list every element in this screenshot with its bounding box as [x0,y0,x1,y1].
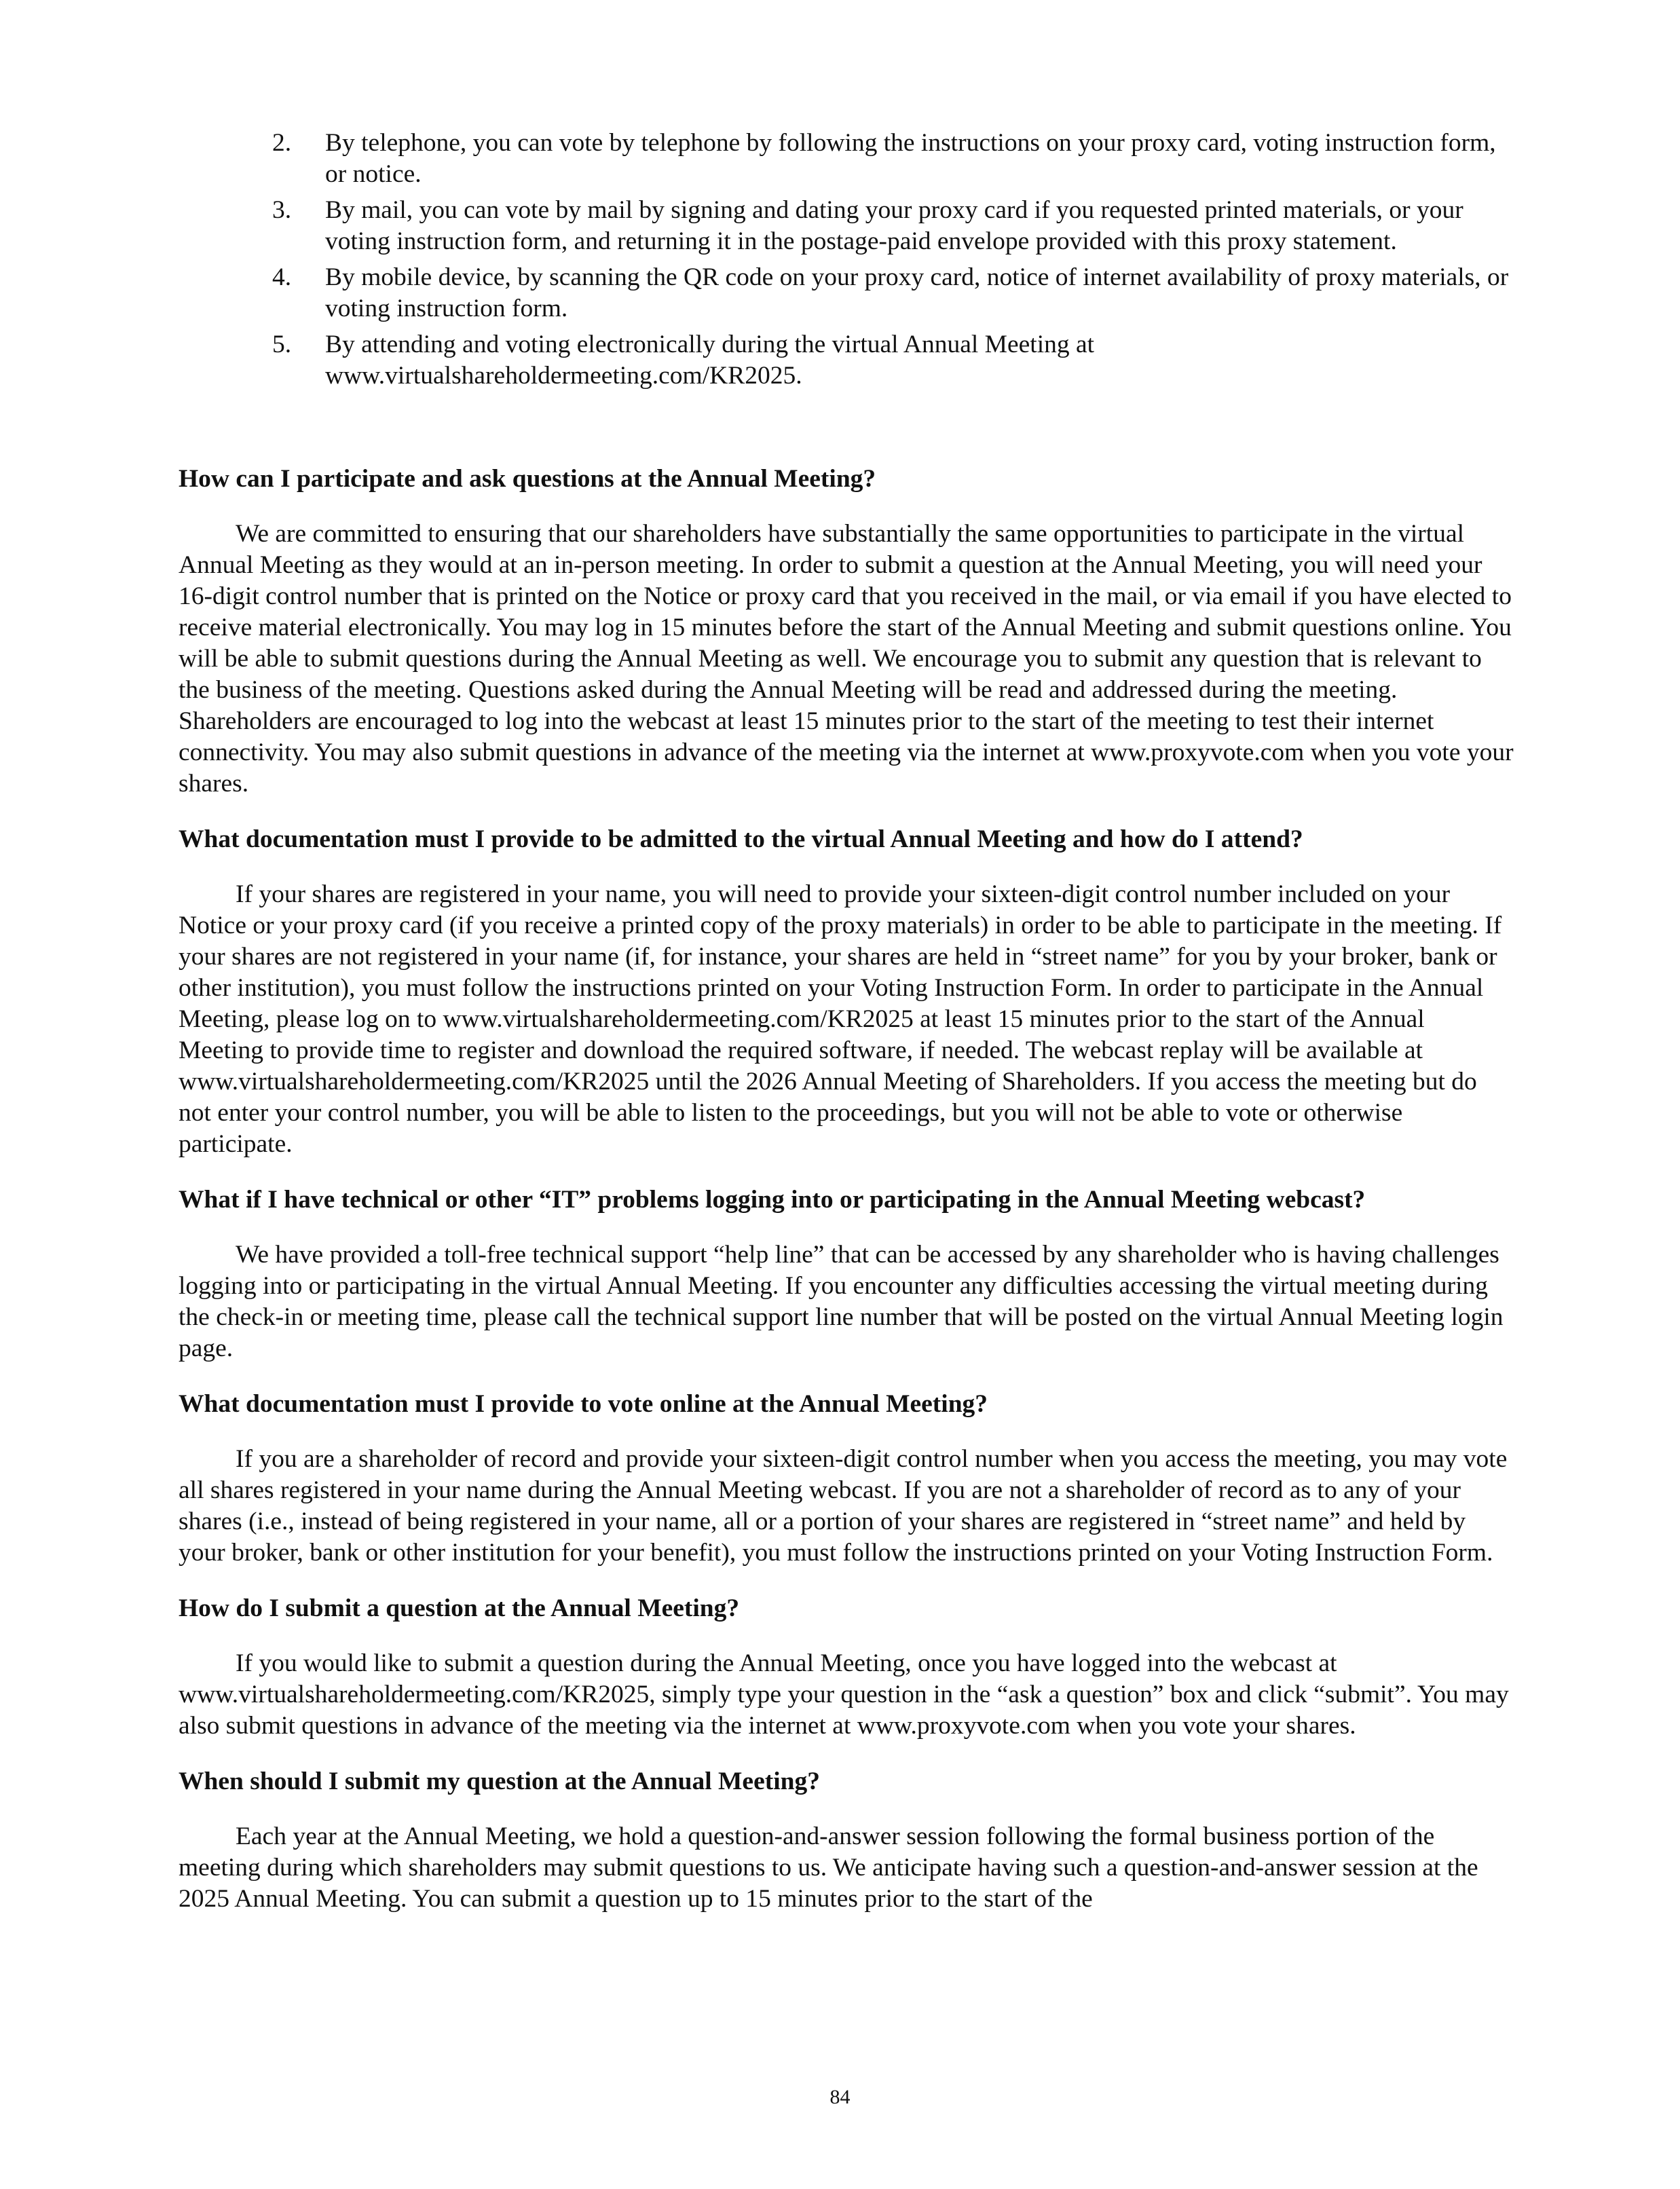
voting-methods-list [0,128,1680,396]
answer-paragraph: We are committed to ensuring that our shareholders have substantially the same opportunities to participate in the virtual Annual Meeting as they would at an in-person meeting. In order to submit a question at the Annual Meeting, you will need your 16-digit control number that is printed on the Notice or proxy card that you received in the mail, or via email if you have elected to receive material electronically. You may log in 15 minutes before the start of the Annual Meeting and submit questions online. You will be able to submit questions during the Annual Meeting as well. We encourage you to submit any question that is relevant to the business of the meeting. Questions asked during the Annual Meeting will be read and addressed during the meeting. Shareholders are encouraged to log into the webcast at least 15 minutes prior to the start of the meeting to test their internet connectivity. You may also submit questions in advance of the meeting via the internet at www.proxyvote.com when you vote your shares. [179,520,1514,798]
question-heading: What documentation must I provide to vote online at the Annual Meeting? [179,1390,988,1418]
question-heading: How can I participate and ask questions at the Annual Meeting? [179,465,876,493]
answer-paragraph: We have provided a toll-free technical support “help line” that can be accessed by any shareholder who is having challenges logging into or participating in the virtual Annual Meeting. If you encounter any difficulties accessing the virtual meeting during the check-in or meeting time, please call the technical support line number that will be posted on the virtual Annual Meeting login page. [179,1241,1504,1362]
answer-paragraph: If you are a shareholder of record and provide your sixteen-digit control number when you access the meeting, you may vote all shares registered in your name during the Annual Meeting webcast. If you are not a shareholder of record as to any of your shares (i.e., instead of being registered in your name, all or a portion of your shares are registered in “street name” and held by your broker, bank or other institution for your benefit), you must follow the instructions printed on your Voting Instruction Form. [179,1445,1508,1567]
list-item [0,195,1680,257]
list-text: By attending and voting electronically during the virtual Annual Meeting at www.virtualshareholdermeeting.com/KR2025. [325,331,1095,390]
page-number: 84 [829,2086,851,2108]
list-number: 3. [272,196,292,224]
question-heading: What if I have technical or other “IT” problems logging into or participating in the Annual Meeting webcast? [179,1186,1366,1214]
faq-content [179,464,1516,1939]
list-text: By mail, you can vote by mail by signing and dating your proxy card if you requested printed materials, or your voting instruction form, and returning it in the postage-paid envelope provided with this proxy statement. [325,196,1463,255]
list-number: 5. [272,331,292,358]
answer-paragraph: If you would like to submit a question during the Annual Meeting, once you have logged into the webcast at www.virtualshareholdermeeting.com/KR2025, simply type your question in the “ask a question” box and click “submit”. You may also submit questions in advance of the meeting via the internet at www.proxyvote.com when you vote your shares. [179,1649,1509,1740]
answer-paragraph: Each year at the Annual Meeting, we hold a question-and-answer session following the formal business portion of the meeting during which shareholders may submit questions to us. We anticipate having such a question-and-answer session at the 2025 Annual Meeting. You can submit a question up to 15 minutes prior to the start of the [179,1822,1478,1913]
question-heading: What documentation must I provide to be admitted to the virtual Annual Meeting and how do I attend? [179,825,1303,853]
list-text: By telephone, you can vote by telephone by following the instructions on your proxy card, voting instruction form, or notice. [325,129,1496,188]
list-text: By mobile device, by scanning the QR code on your proxy card, notice of internet availability of proxy materials, or voting instruction form. [325,263,1509,322]
question-heading: When should I submit my question at the Annual Meeting? [179,1767,820,1795]
question-heading: How do I submit a question at the Annual Meeting? [179,1594,740,1622]
list-item [0,329,1680,392]
list-item [0,128,1680,190]
list-number: 2. [272,129,292,157]
list-item [0,262,1680,324]
answer-paragraph: If your shares are registered in your name, you will need to provide your sixteen-digit control number included on your Notice or your proxy card (if you receive a printed copy of the proxy materials) in order to be able to participate in the meeting. If your shares are not registered in your name (if, for instance, your shares are held in “street name” for you by your broker, bank or other institution), you must follow the instructions printed on your Voting Instruction Form. In order to participate in the Annual Meeting, please log on to www.virtualshareholdermeeting.com/KR2025 at least 15 minutes prior to the start of the Annual Meeting to provide time to register and download the required software, if needed. The webcast replay will be available at www.virtualshareholdermeeting.com/KR2025 until the 2026 Annual Meeting of Shareholders. If you access the meeting but do not enter your control number, you will be able to listen to the proceedings, but you will not be able to vote or otherwise participate. [179,880,1502,1158]
list-number: 4. [272,263,292,291]
